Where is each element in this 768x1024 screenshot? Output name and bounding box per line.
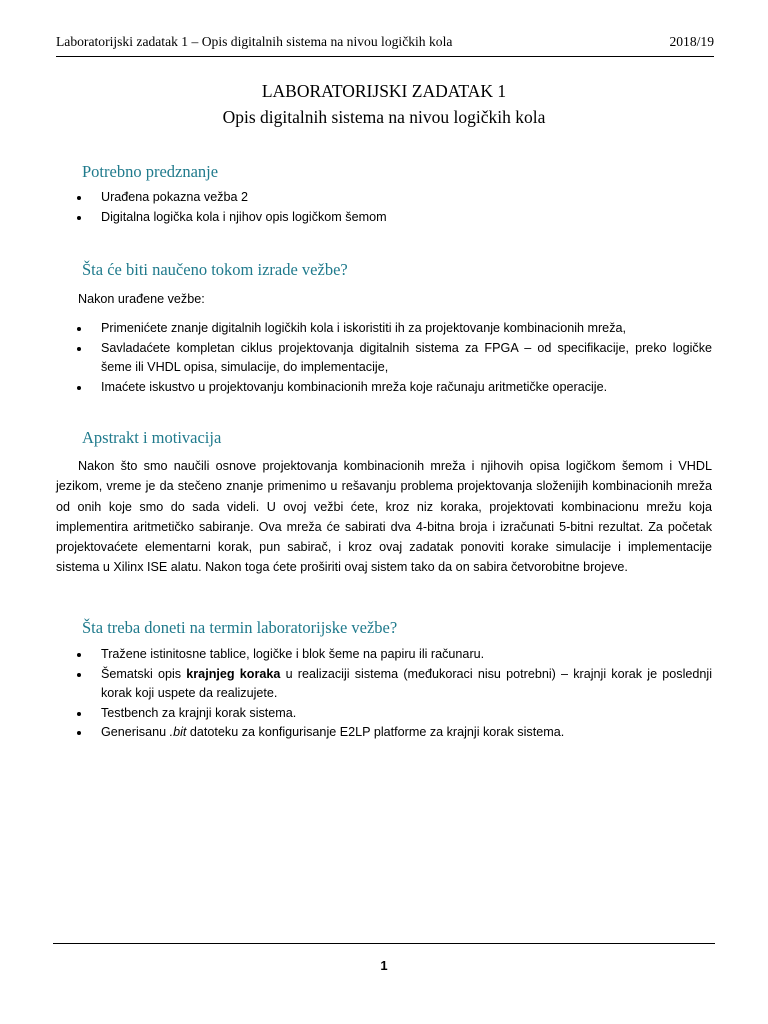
item-text: u realizaciji sistema (međukoraci nisu potrebni) – krajnji korak je poslednji korak koji uspete da realizujete. xyxy=(101,666,713,700)
header-title: Laboratorijski zadatak 1 – Opis digitalnih sistema na nivou logičkih kola xyxy=(56,34,453,49)
prerequisites-list xyxy=(76,188,712,227)
list-item: Urađena pokazna vežba 2 xyxy=(76,188,712,208)
list-item: Testbench za krajnji korak sistema. xyxy=(76,704,712,724)
item-text: datoteku za konfigurisanje E2LP platforme za krajnji korak sistema. xyxy=(186,725,565,739)
item-text: Šematski opis xyxy=(101,666,187,681)
deliverables-list xyxy=(76,645,712,743)
footer-divider xyxy=(53,943,715,944)
running-header xyxy=(56,33,714,51)
abstract-paragraph: Nakon što smo naučili osnove projektovanja kombinacionih mreža i njihovih opisa logičkom šemom i VHDL jezikom, vreme je da stečeno znanje primenimo u rešavanju problema projektovanja složenijih kombinacionih mreža od onih koje smo do sada videli. U ovoj vežbi ćete, kroz niz koraka, projektovati kombinacionu mrežu koja implementira aritmetičko sabiranje. Ova mreža će sabirati dva 4-bitna broja i izračunati 5-bitni rezultat. Za početak projektovaćete elementarni korak, pun sabirač, i kroz ovaj zadatak ponoviti korake simulacije i implementacije sistema u Xilinx ISE alatu. Nakon toga ćete proširiti ovaj sistem tako da on sabira četvorobitne brojeve. xyxy=(56,459,712,575)
list-item: Savladaćete kompletan ciklus projektovanja digitalnih sistema za FPGA – od specifikacije, preko logičke šeme ili VHDL opisa, simulacije, do implementacije, xyxy=(76,339,712,378)
list-item xyxy=(76,665,712,704)
document-title: LABORATORIJSKI ZADATAK 1 xyxy=(261,81,507,101)
list-item: Tražene istinitosne tablice, logičke i blok šeme na papiru ili računaru. xyxy=(76,645,712,665)
list-item: Primenićete znanje digitalnih logičkih kola i iskoristiti ih za projektovanje kombinacionih mreža, xyxy=(76,319,712,339)
learning-intro: Nakon urađene vežbe: xyxy=(78,292,205,306)
section-heading-deliverables: Šta treba doneti na termin laboratorijske vežbe? xyxy=(82,618,398,637)
list-item xyxy=(76,723,712,743)
section-heading-abstract: Apstrakt i motivacija xyxy=(82,428,222,447)
document-subtitle: Opis digitalnih sistema na nivou logičkih kola xyxy=(222,107,546,127)
list-item: Imaćete iskustvo u projektovanju kombinacionih mreža koje računaju aritmetičke operacije. xyxy=(76,378,712,398)
section-heading-learning-outcomes: Šta će biti naučeno tokom izrade vežbe? xyxy=(82,260,348,279)
page-number: 1 xyxy=(380,958,388,973)
item-emphasis: krajnjeg koraka xyxy=(186,666,281,681)
list-item: Digitalna logička kola i njihov opis logičkom šemom xyxy=(76,208,712,228)
section-heading-prerequisites: Potrebno predznanje xyxy=(82,162,219,181)
item-text: Generisanu xyxy=(101,725,170,739)
header-year: 2018/19 xyxy=(669,34,714,49)
item-emphasis: .bit xyxy=(169,725,187,739)
header-divider xyxy=(56,56,714,57)
learning-outcomes-list xyxy=(76,319,712,397)
